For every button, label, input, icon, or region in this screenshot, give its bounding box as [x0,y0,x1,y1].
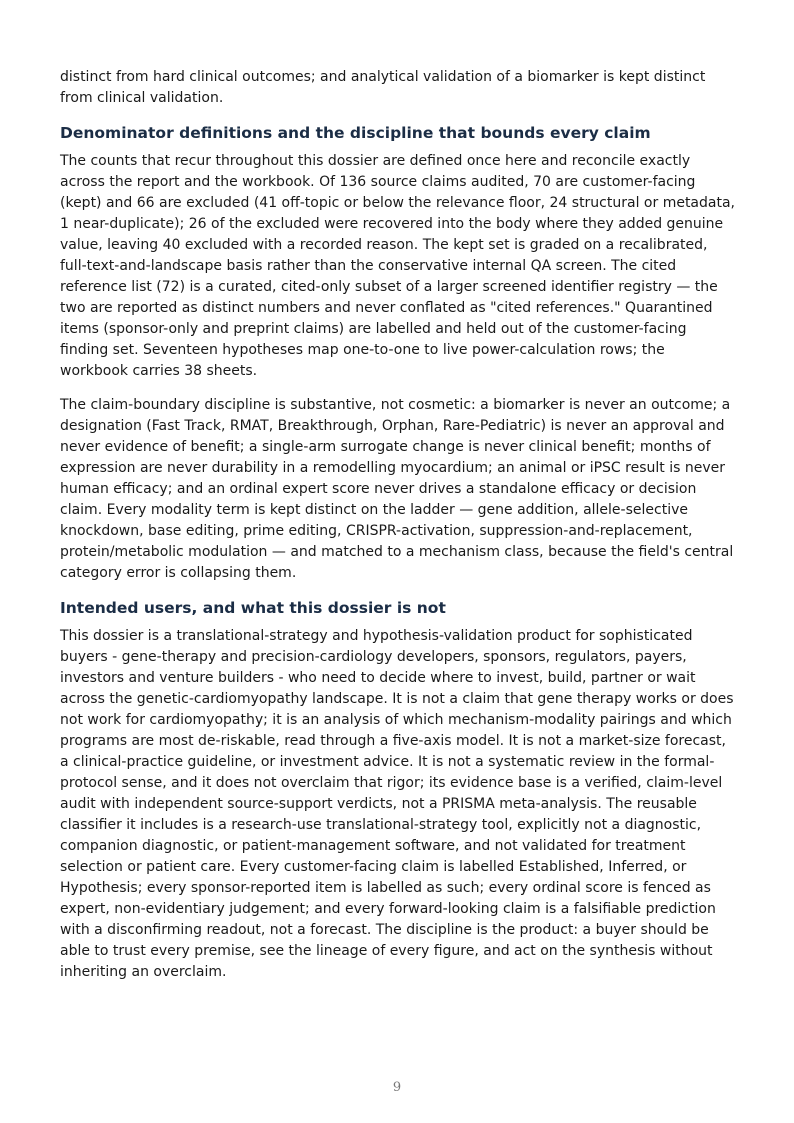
paragraph-denominator-counts: The counts that recur throughout this dossier are defined once here and reconcile exactly across the report and the workbook. Of 136 source claims audited, 70 are customer-facing (kept) and 66 are excluded (41 off-topic or below the relevance floor, 24 structural or metadata, 1 near-duplicate); 26 of the excluded were recovered into the body where they added genuine value, leaving 40 excluded with a recorded reason. The kept set is graded on a recalibrated, full-text-and-landscape basis rather than the conservative internal QA screen. The cited reference list (72) is a curated, cited-only subset of a larger screened identifier registry — the two are reported as distinct numbers and never conflated as "cited references." Quarantined items (sponsor-only and preprint claims) are labelled and held out of the customer-facing finding set. Seventeen hypotheses map one-to-one to live power-calculation rows; the workbook carries 38 sheets. [60,153,735,379]
document-page [60,67,736,996]
section-heading-denominator: Denominator definitions and the discipline that bounds every claim [60,124,651,142]
section-heading-intended-users: Intended users, and what this dossier is not [60,599,446,617]
page-number: 9 [392,1080,402,1095]
paragraph-claim-boundary: The claim-boundary discipline is substantive, not cosmetic: a biomarker is never an outcome; a designation (Fast Track, RMAT, Breakthrough, Orphan, Rare-Pediatric) is never an approval and never evidence of benefit; a single-arm surrogate change is never clinical benefit; months of expression are never durability in a remodelling myocardium; an animal or iPSC result is never human efficacy; and an ordinal expert score never drives a standalone efficacy or decision claim. Every modality term is kept distinct on the ladder — gene addition, allele-selective knockdown, base editing, prime editing, CRISPR-activation, suppression-and-replacement, protein/metabolic modulation — and matched to a mechanism class, because the field's central category error is collapsing them. [60,397,734,581]
intro-paragraph: distinct from hard clinical outcomes; and analytical validation of a biomarker is kept distinct from clinical validation. [60,69,706,106]
paragraph-intended-users: This dossier is a translational-strategy and hypothesis-validation product for sophisticated buyers - gene-therapy and precision-cardiology developers, sponsors, regulators, payers, investors and venture builders - who need to decide where to invest, build, partner or wait across the genetic-cardiomyopathy landscape. It is not a claim that gene therapy works or does not work for cardiomyopathy; it is an analysis of which mechanism-modality pairings and which programs are most de-riskable, read through a five-axis model. It is not a market-size forecast, a clinical-practice guideline, or investment advice. It is not a systematic review in the formal-protocol sense, and it does not overclaim that rigor; its evidence base is a verified, claim-level audit with independent source-support verdicts, not a PRISMA meta-analysis. The reusable classifier it includes is a research-use translational-strategy tool, explicitly not a diagnostic, companion diagnostic, or patient-management software, and not validated for treatment selection or patient care. Every customer-facing claim is labelled Established, Inferred, or Hypothesis; every sponsor-reported item is labelled as such; every ordinal score is fenced as expert, non-evidentiary judgement; and every forward-looking claim is a falsifiable prediction with a disconfirming readout, not a forecast. The discipline is the product: a buyer should be able to trust every premise, see the lineage of every figure, and act on the synthesis without inheriting an overclaim. [60,628,734,980]
